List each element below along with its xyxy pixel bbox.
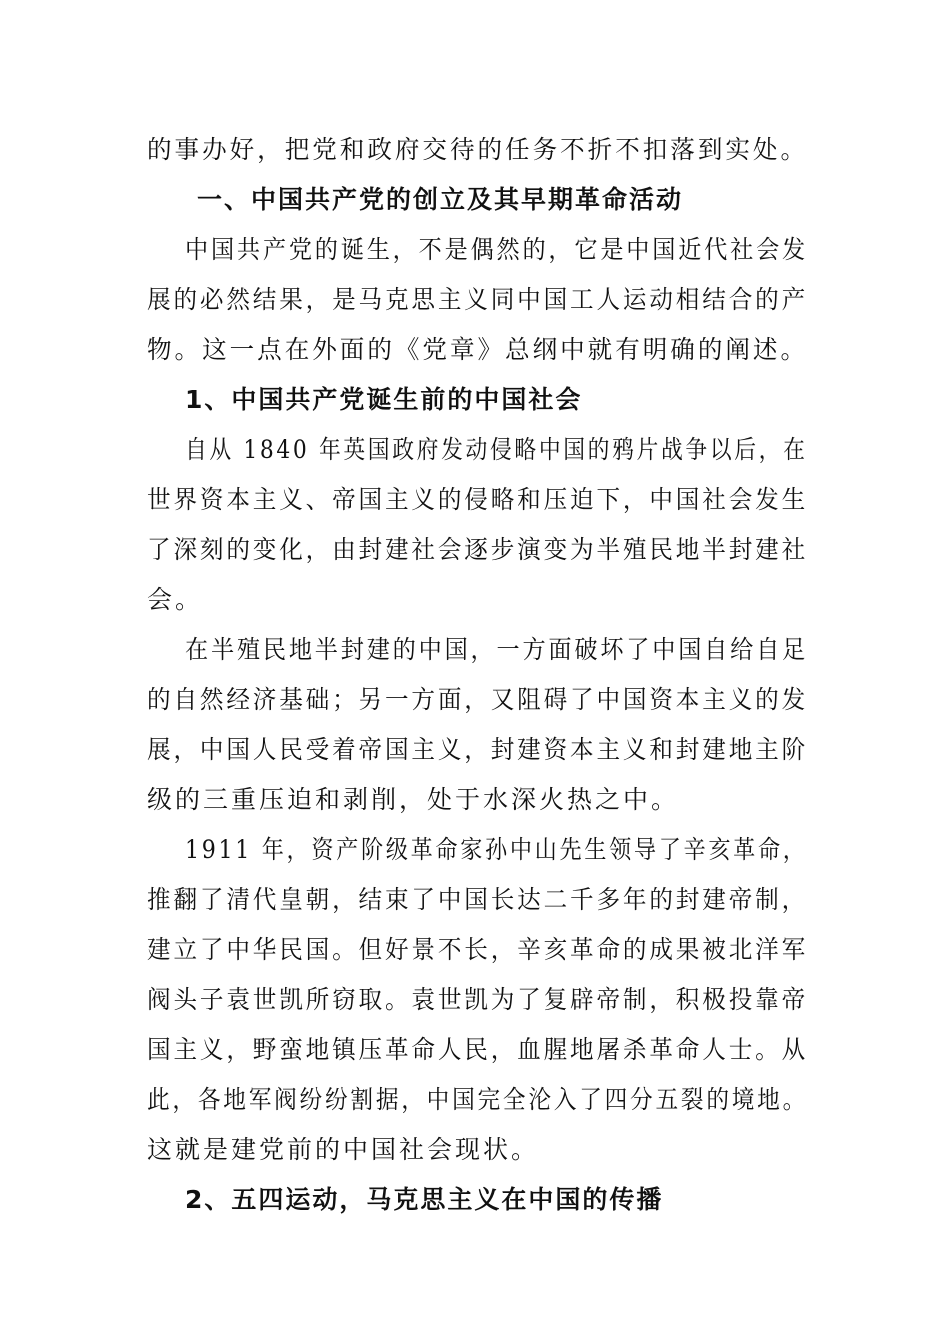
text-line: 自从 1840 年英国政府发动侵略中国的鸦片战争以后，在 xyxy=(185,435,808,464)
text-line: 展，中国人民受着帝国主义，封建资本主义和封建地主阶 xyxy=(147,735,809,764)
text-line: 会。 xyxy=(147,585,204,614)
text-line: 在半殖民地半封建的中国，一方面破坏了中国自给自足 xyxy=(185,635,809,664)
section-heading: 一、中国共产党的创立及其早期革命活动 xyxy=(197,185,684,214)
text-line: 推翻了清代皇朝，结束了中国长达二千多年的封建帝制， xyxy=(147,885,809,914)
text-line: 物。这一点在外面的《党章》总纲中就有明确的阐述。 xyxy=(147,335,808,364)
section-heading: 2、五四运动，马克思主义在中国的传播 xyxy=(185,1185,664,1214)
section-heading: 1、中国共产党诞生前的中国社会 xyxy=(185,385,583,414)
text-line: 的自然经济基础；另一方面，又阻碍了中国资本主义的发 xyxy=(147,685,809,714)
text-line: 1911 年，资产阶级革命家孙中山先生领导了辛亥革命， xyxy=(185,835,808,864)
text-line: 展的必然结果，是马克思主义同中国工人运动相结合的产 xyxy=(147,285,809,314)
text-line: 中国共产党的诞生，不是偶然的，它是中国近代社会发 xyxy=(185,235,809,264)
text-line: 这就是建党前的中国社会现状。 xyxy=(147,1135,540,1164)
text-line: 了深刻的变化，由封建社会逐步演变为半殖民地半封建社 xyxy=(147,535,809,564)
text-line: 级的三重压迫和剥削，处于水深火热之中。 xyxy=(147,785,680,814)
text-line: 阀头子袁世凯所窃取。袁世凯为了复辟帝制，积极投靠帝 xyxy=(147,985,809,1014)
text-line: 世界资本主义、帝国主义的侵略和压迫下，中国社会发生 xyxy=(147,485,809,514)
text-line: 的事办好，把党和政府交待的任务不折不扣落到实处。 xyxy=(147,135,808,164)
text-line: 国主义，野蛮地镇压革命人民，血腥地屠杀革命人士。从 xyxy=(147,1035,809,1064)
text-line: 此，各地军阀纷纷割据，中国完全沦入了四分五裂的境地。 xyxy=(147,1085,809,1114)
text-line: 建立了中华民国。但好景不长，辛亥革命的成果被北洋军 xyxy=(147,935,809,964)
